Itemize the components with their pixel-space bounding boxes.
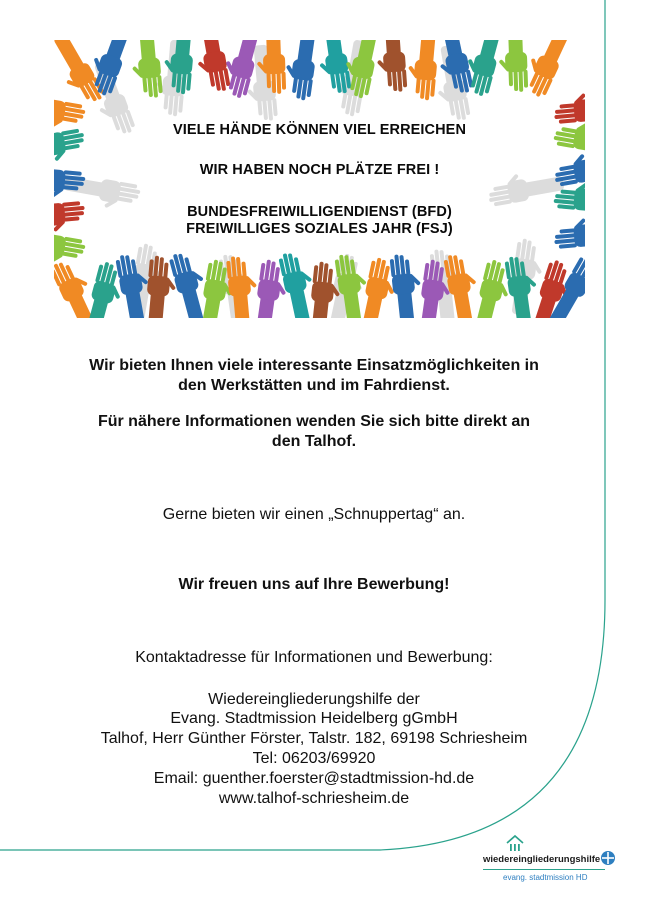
info-text-line2: den Talhof. xyxy=(271,433,357,450)
contact-address: Talhof, Herr Günther Förster, Talstr. 182, 69198 Schriesheim xyxy=(100,730,528,747)
contact-heading: Kontaktadresse für Informationen und Bewerbung: xyxy=(135,649,493,666)
logo-subtitle: evang. stadtmission HD xyxy=(503,873,588,882)
info-text-line1: Für nähere Informationen wenden Sie sich bitte direkt an xyxy=(97,413,531,430)
organization-logo xyxy=(483,832,618,892)
contact-company: Evang. Stadtmission Heidelberg gGmbH xyxy=(170,710,458,727)
trial-day-text: Gerne bieten wir einen „Schnuppertag“ an. xyxy=(162,506,466,523)
offer-text-line2: den Werkstätten und im Fahrdienst. xyxy=(178,377,450,394)
closing-text: Wir freuen uns auf Ihre Bewerbung! xyxy=(178,576,450,593)
raised-hands-illustration xyxy=(54,40,585,318)
contact-phone: Tel: 06203/69920 xyxy=(252,750,376,767)
banner-fsj: FREIWILLIGES SOZIALES JAHR (FSJ) xyxy=(186,221,453,237)
logo-name: wiedereingliederungshilfe xyxy=(483,854,601,865)
contact-website[interactable]: www.talhof-schriesheim.de xyxy=(218,790,410,807)
hands-banner xyxy=(54,40,585,318)
logo-rule xyxy=(483,869,605,870)
globe-cross-icon xyxy=(600,850,616,866)
contact-email[interactable]: Email: guenther.foerster@stadtmission-hd.de xyxy=(153,770,475,787)
banner-subheadline: WIR HABEN NOCH PLÄTZE FREI ! xyxy=(199,162,440,178)
banner-bfd: BUNDESFREIWILLIGENDIENST (BFD) xyxy=(187,204,452,220)
house-icon xyxy=(505,834,525,854)
banner-headline: VIELE HÄNDE KÖNNEN VIEL ERREICHEN xyxy=(172,122,467,138)
contact-org: Wiedereingliederungshilfe der xyxy=(208,691,420,708)
offer-text-line1: Wir bieten Ihnen viele interessante Einsatzmöglichkeiten in xyxy=(89,357,539,374)
